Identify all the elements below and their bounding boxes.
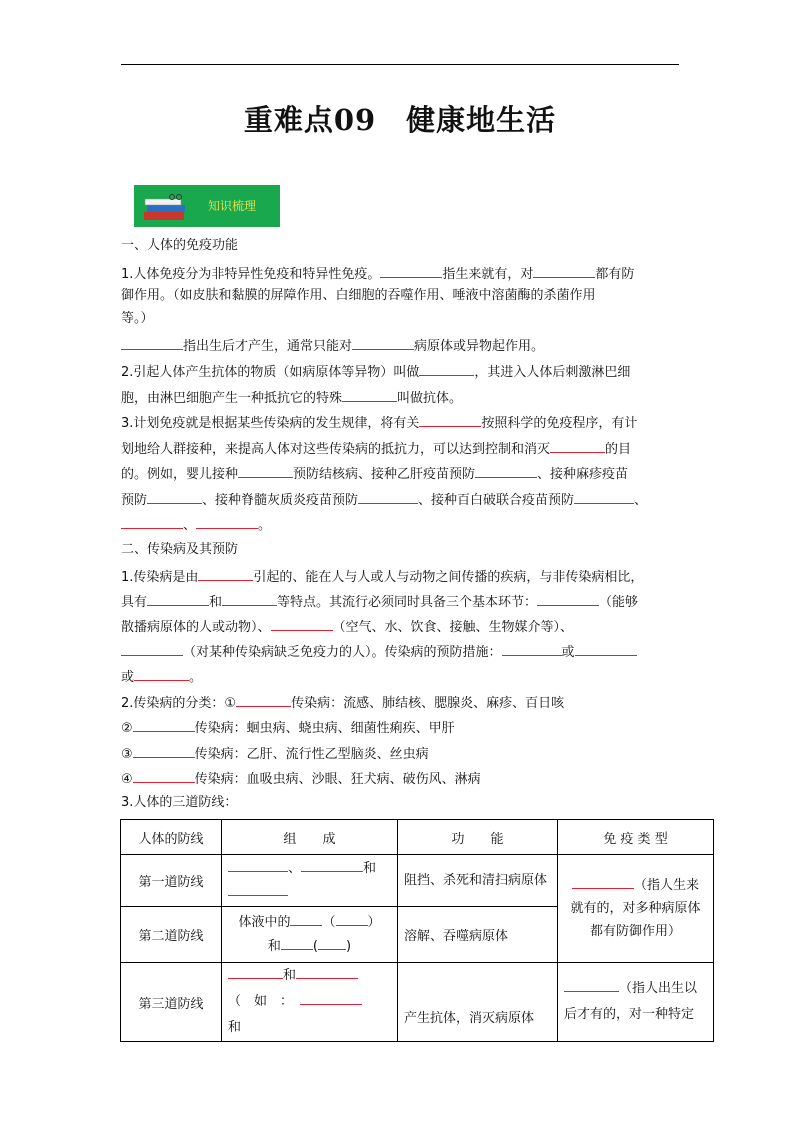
table-row	[121, 963, 714, 1042]
paragraph-line: 1.人体免疫分为非特异性免疫和特异性免疫。 指生来就有，对 都有防	[121, 264, 634, 283]
paragraph-line: ② 传染病：蛔虫病、蛲虫病、细菌性痢疾、甲肝	[121, 718, 455, 737]
answer-blank[interactable]	[133, 744, 195, 758]
answer-blank[interactable]	[575, 642, 637, 656]
answer-blank[interactable]	[121, 336, 183, 350]
answer-blank[interactable]	[419, 413, 481, 427]
section-heading: 一、人体的免疫功能	[121, 238, 239, 253]
defense-line-name: 第三道防线	[121, 963, 222, 1042]
immunity-type-cell: （指人出生以 后才有的，对一种特定	[558, 963, 714, 1042]
table-row	[121, 855, 714, 907]
defense-line-name: 第一道防线	[121, 855, 222, 907]
paragraph-line: 指出生后才产生，通常只能对 病原体或异物起作用。	[121, 336, 544, 355]
answer-blank[interactable]	[296, 965, 358, 979]
answer-blank[interactable]	[564, 978, 619, 992]
answer-blank[interactable]	[502, 642, 562, 656]
answer-blank[interactable]	[352, 336, 414, 350]
answer-blank[interactable]	[121, 515, 183, 529]
paragraph-line: 3.人体的三道防线：	[121, 795, 238, 810]
composition-cell: 和 （ 如 ： 和	[222, 963, 398, 1042]
answer-blank[interactable]	[475, 464, 537, 478]
answer-blank[interactable]	[336, 912, 368, 926]
answer-blank[interactable]	[147, 592, 209, 606]
function-cell: 产生抗体，消灭病原体	[398, 963, 558, 1042]
answer-blank[interactable]	[537, 592, 599, 606]
table-header-cell: 人体的防线	[121, 820, 222, 855]
answer-blank[interactable]	[121, 642, 183, 656]
paragraph-line: 御作用。（如皮肤和黏膜的屏障作用、白细胞的吞噬作用、唾液中溶菌酶的杀菌作用	[121, 288, 596, 303]
composition-cell: 体液中的 （ ） 和 ( )	[222, 907, 398, 963]
page-title: 重难点09 健康地生活	[243, 103, 557, 137]
paragraph-line: 3.计划免疫就是根据某些传染病的发生规律，将有关 按照科学的免疫程序，有计	[121, 413, 637, 432]
paragraph-line: ④ 传染病：血吸虫病、沙眼、狂犬病、破伤风、淋病	[121, 769, 481, 788]
paragraph-line: 胞，由淋巴细胞产生一种抵抗它的特殊 叫做抗体。	[121, 388, 462, 407]
top-rule	[121, 64, 679, 65]
answer-blank[interactable]	[358, 490, 418, 504]
answer-blank[interactable]	[271, 617, 333, 631]
answer-blank[interactable]	[228, 858, 288, 872]
paragraph-line: ③ 传染病：乙肝、流行性乙型脑炎、丝虫病	[121, 744, 429, 763]
answer-blank[interactable]	[196, 515, 258, 529]
answer-blank[interactable]	[281, 936, 313, 950]
answer-blank[interactable]	[133, 769, 195, 783]
answer-blank[interactable]	[550, 439, 605, 453]
answer-blank[interactable]	[572, 875, 634, 889]
answer-blank[interactable]	[228, 882, 288, 896]
answer-blank[interactable]	[222, 592, 277, 606]
defense-lines-table	[120, 819, 714, 1042]
paragraph-line: （对某种传染病缺乏免疫力的人）。传染病的预防措施： 或	[121, 642, 637, 661]
answer-blank[interactable]	[318, 936, 346, 950]
answer-blank[interactable]	[290, 912, 322, 926]
answer-blank[interactable]	[419, 362, 474, 376]
table-header-cell: 组 成	[222, 820, 398, 855]
stacked-books-icon	[142, 194, 190, 222]
paragraph-line: 预防 、接种脊髓灰质炎疫苗预防 、接种百白破联合疫苗预防 、	[121, 490, 647, 509]
badge-label: 知识梳理	[208, 199, 257, 213]
answer-blank[interactable]	[228, 965, 283, 979]
paragraph-line: 1.传染病是由 引起的、能在人与人或人与动物之间传播的疾病，与非传染病相比，	[121, 567, 643, 586]
defense-line-name: 第二道防线	[121, 907, 222, 963]
answer-blank[interactable]	[380, 264, 442, 278]
section-heading: 二、传染病及其预防	[121, 542, 239, 557]
paragraph-line: 散播病原体的人或动物）、 （空气、水、饮食、接触、生物媒介等）、	[121, 617, 573, 636]
answer-blank[interactable]	[301, 858, 363, 872]
paragraph-line: 或 。	[121, 667, 202, 686]
composition-cell: 、 和	[222, 855, 398, 907]
answer-blank[interactable]	[147, 490, 202, 504]
paragraph-line: 具有 和 等特点。其流行必须同时具备三个基本环节： （能够	[121, 592, 638, 611]
paragraph-line: 2.传染病的分类：① 传染病：流感、肺结核、腮腺炎、麻疹、百日咳	[121, 693, 564, 712]
immunity-type-cell: （指人生来 就有的，对多种病原体 都有防御作用）	[558, 855, 714, 963]
answer-blank[interactable]	[533, 264, 595, 278]
answer-blank[interactable]	[133, 718, 195, 732]
paragraph-line: 等。）	[121, 311, 154, 326]
function-cell: 阻挡、杀死和清扫病原体	[398, 855, 558, 907]
table-header-cell: 功 能	[398, 820, 558, 855]
paragraph-line: 划地给人群接种，来提高人体对这些传染病的抵抗力，可以达到控制和消灭 的目	[121, 439, 631, 458]
answer-blank[interactable]	[300, 991, 362, 1005]
answer-blank[interactable]	[574, 490, 634, 504]
knowledge-badge	[134, 185, 280, 227]
paragraph-line: 的。例如，婴儿接种 预防结核病、接种乙肝疫苗预防 、接种麻疹疫苗	[121, 464, 628, 483]
table-header-cell: 免 疫 类 型	[558, 820, 714, 855]
paragraph-line: 2.引起人体产生抗体的物质（如病原体等异物）叫做 ，其进入人体后刺激淋巴细	[121, 362, 630, 381]
answer-blank[interactable]	[342, 388, 397, 402]
function-cell: 溶解、吞噬病原体	[398, 907, 558, 963]
answer-blank[interactable]	[238, 464, 293, 478]
answer-blank[interactable]	[236, 693, 291, 707]
paragraph-line: 、 。	[121, 515, 271, 534]
table-header-row	[121, 820, 714, 855]
answer-blank[interactable]	[134, 667, 189, 681]
answer-blank[interactable]	[198, 567, 253, 581]
